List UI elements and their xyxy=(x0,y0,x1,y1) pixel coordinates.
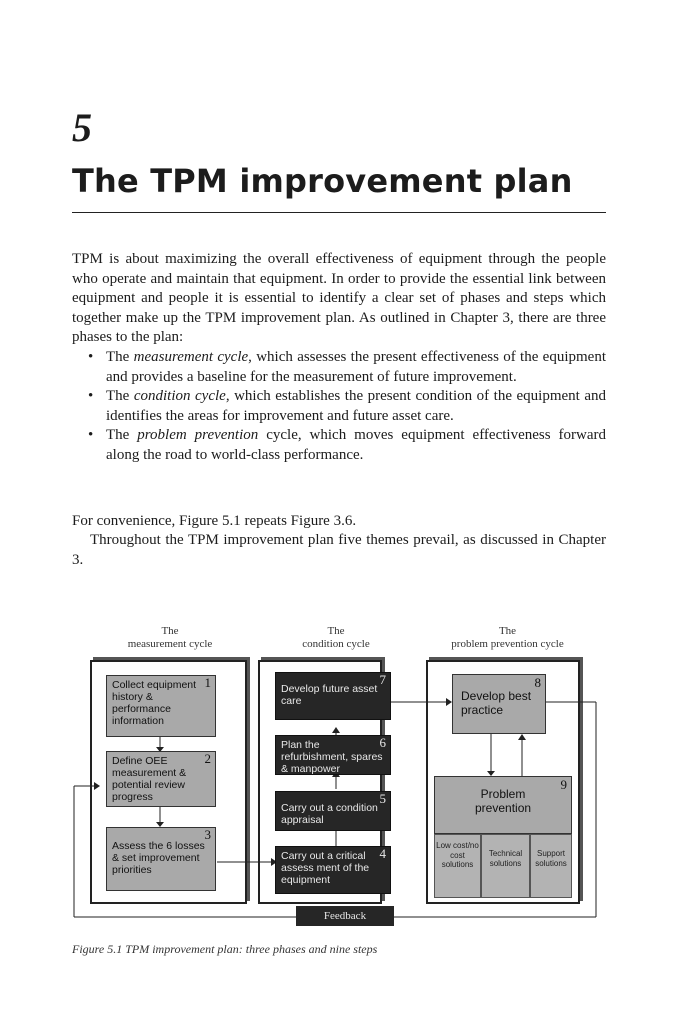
step-1-box: Collect equipment history & performance information 1 xyxy=(106,675,216,737)
phase-item-condition: • The condition cycle, which establishes the present condition of the equipment and identifies the areas for improvement and future asset care. xyxy=(88,387,606,426)
step-5-box: Carry out a condition appraisal 5 xyxy=(275,791,391,831)
support-solutions: Support solutions xyxy=(530,834,572,898)
tpm-plan-diagram xyxy=(70,620,610,935)
step-7-box: Develop future asset care 7 xyxy=(275,672,391,720)
phase-heading-prevention: The problem prevention cycle xyxy=(451,625,564,650)
phase-item-measurement: • The measurement cycle, which assesses the present effectiveness of the equipment and provides a baseline for the measurement of future improvement. xyxy=(88,348,606,387)
chapter-title: The TPM improvement plan xyxy=(72,162,573,200)
term-condition-cycle: condition cycle xyxy=(133,388,226,405)
title-rule xyxy=(72,212,606,213)
convenience-paragraph: For convenience, Figure 5.1 repeats Figure 3.6. xyxy=(72,513,357,529)
chapter-number: 5 xyxy=(72,105,92,150)
low-cost-solutions: Low cost/no cost solutions xyxy=(434,834,481,898)
phase-heading-condition: The condition cycle xyxy=(302,625,370,650)
term-problem-prevention: problem prevention xyxy=(137,427,259,444)
figure-caption: Figure 5.1 TPM improvement plan: three phases and nine steps xyxy=(72,942,378,956)
step-4-box: Carry out a critical assess ment of the equipment 4 xyxy=(275,846,391,894)
phase-list xyxy=(88,348,606,466)
step-2-box: Define OEE measurement & potential review progress 2 xyxy=(106,751,216,807)
intro-paragraph: TPM is about maximizing the overall effectiveness of equipment through the people who operate and maintain that equipment. In order to provide the essential link between equipment and people it is essential to identify a clear set of phases and steps which together make up the TPM improvement plan. As outlined in Chapter 3, there are three phases to the plan: xyxy=(72,251,606,346)
technical-solutions: Technical solutions xyxy=(481,834,530,898)
phase-item-prevention: • The problem prevention cycle, which moves equipment effectiveness forward along the road to world-class performance. xyxy=(88,426,606,465)
step-3-box: Assess the 6 losses & set improvement priorities 3 xyxy=(106,827,216,891)
themes-paragraph: Throughout the TPM improvement plan five themes prevail, as discussed in Chapter 3. xyxy=(72,532,606,568)
step-8-box: Develop best practice 8 xyxy=(452,674,546,734)
phase-heading-measurement: The measurement cycle xyxy=(127,625,213,650)
step-6-box: Plan the refurbishment, spares & manpower 6 xyxy=(275,735,391,775)
step-9-box: Problem prevention 9 xyxy=(434,776,572,834)
feedback-label: Feedback xyxy=(296,906,394,926)
term-measurement-cycle: measurement cycle xyxy=(133,349,249,365)
